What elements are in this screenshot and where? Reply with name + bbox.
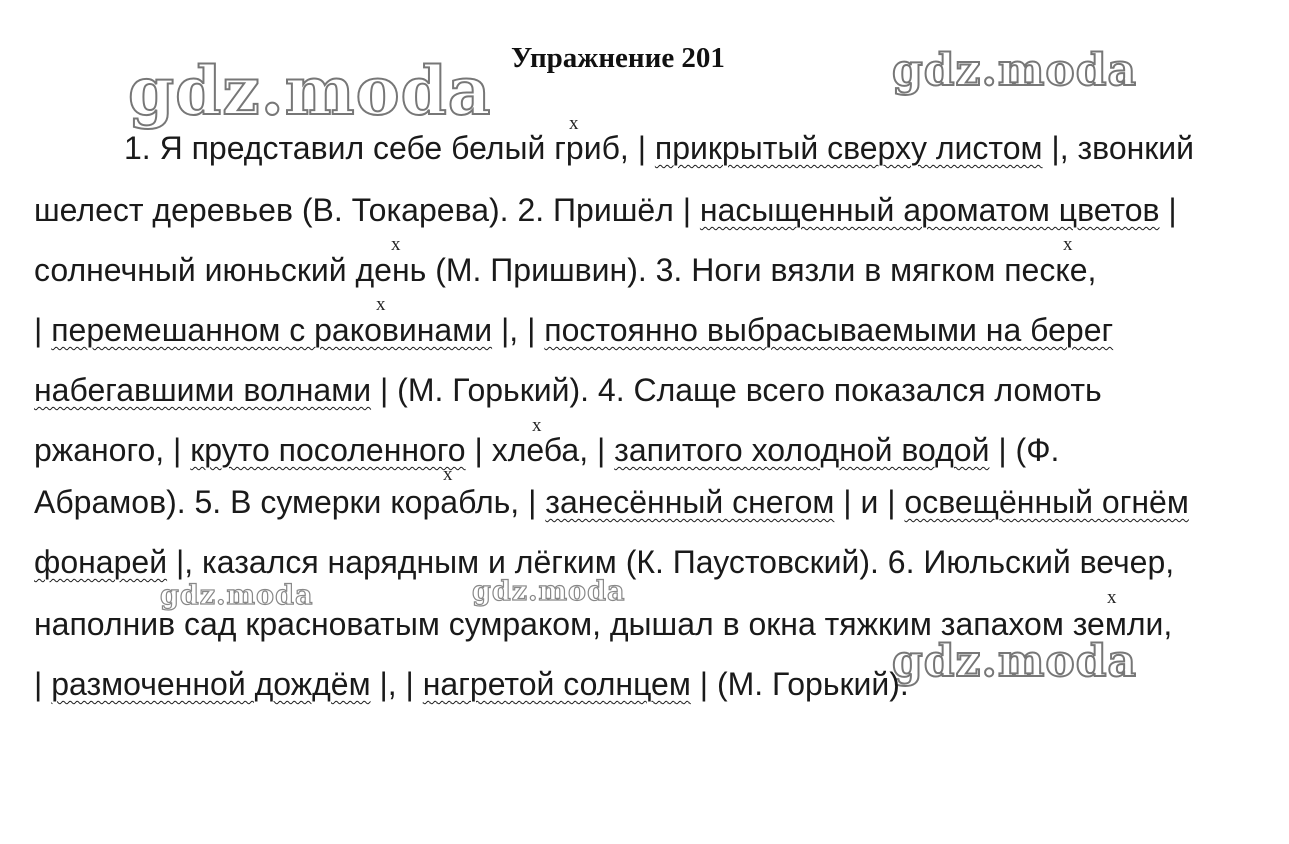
underlined-phrase: круто посоленного	[190, 432, 466, 468]
text-line-10: | размоченной дождём |, | нагретой солнцем | (М. Горький).	[34, 666, 909, 702]
underlined-phrase: насыщенный ароматом цветов	[699, 192, 1160, 228]
text-line-4: | перемешанном с раковинами |, | постоянно выбрасываемыми на берег	[34, 312, 1114, 348]
exercise-title: Упражнение 201	[511, 42, 725, 74]
marker-x: x	[443, 464, 453, 485]
underlined-phrase: нагретой солнцем	[422, 666, 691, 702]
marker-x: x	[1107, 587, 1117, 608]
text-line-9: наполнив сад красноватым сумраком, дышал в окна тяжким запахом земли,	[34, 606, 1173, 642]
watermark-logo: gdz.moda	[892, 636, 1138, 687]
underlined-phrase: постоянно выбрасываемыми на берег	[544, 312, 1114, 348]
text-line-2: шелест деревьев (В. Токарева). 2. Пришёл | насыщенный ароматом цветов |	[34, 192, 1177, 228]
underlined-phrase: набегавшими волнами	[34, 372, 372, 408]
underlined-phrase: освещённый огнём	[904, 484, 1189, 520]
underlined-phrase: размоченной дождём	[51, 666, 371, 702]
underlined-phrase: фонарей	[34, 544, 168, 580]
text-line-1: 1. Я представил себе белый гриб, | прикрытый сверху листом |, звонкий	[124, 130, 1195, 166]
marker-x: x	[532, 415, 542, 436]
underlined-phrase: перемешанном с раковинами	[51, 312, 493, 348]
watermark-logo: gdz.moda	[128, 52, 492, 130]
underlined-phrase: занесённый снегом	[545, 484, 835, 520]
underlined-phrase: запитого холодной водой	[614, 432, 990, 468]
text-line-3: солнечный июньский день (М. Пришвин). 3. Ноги вязли в мягком песке,	[34, 252, 1097, 288]
watermark-logo: gdz.moda	[160, 580, 314, 611]
text-line-8: фонарей |, казался нарядным и лёгким (К. Паустовский). 6. Июльский вечер,	[34, 544, 1175, 580]
marker-x: x	[376, 294, 386, 315]
text-line-7: Абрамов). 5. В сумерки корабль, | занесённый снегом | и | освещённый огнём	[34, 484, 1189, 520]
marker-x: x	[391, 234, 401, 255]
text-line-6: ржаного, | круто посоленного | хлеба, | запитого холодной водой | (Ф.	[34, 432, 1060, 468]
watermark-logo: gdz.moda	[892, 45, 1138, 96]
underlined-phrase: прикрытый сверху листом	[654, 130, 1043, 166]
watermark-logo: gdz.moda	[472, 576, 626, 607]
marker-x: x	[1063, 234, 1073, 255]
marker-x: x	[569, 113, 579, 134]
text-line-5: набегавшими волнами | (М. Горький). 4. Слаще всего показался ломоть	[34, 372, 1102, 408]
